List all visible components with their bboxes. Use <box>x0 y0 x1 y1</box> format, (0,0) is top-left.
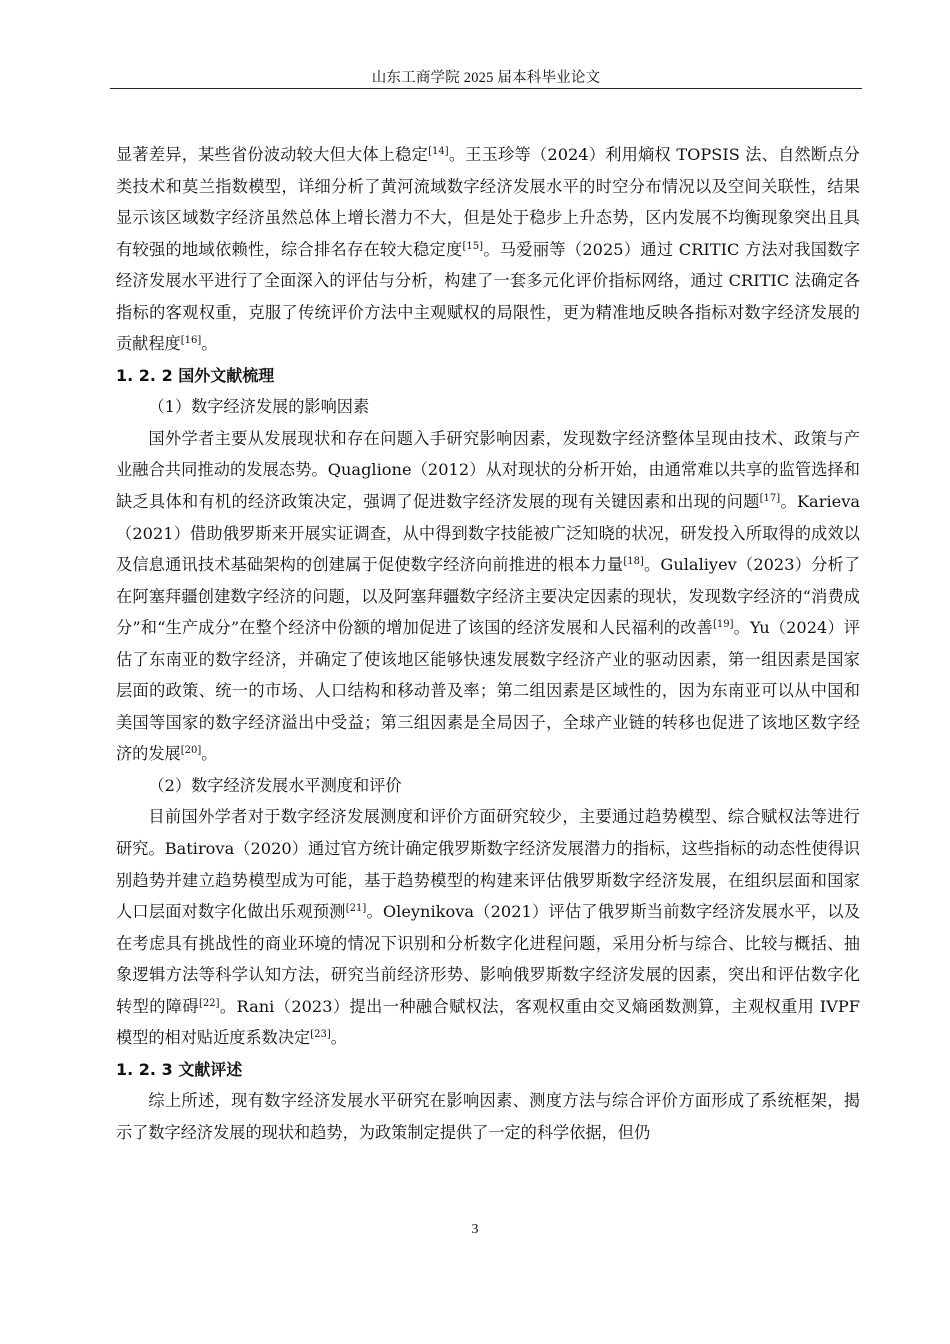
paragraph-text: 综上所述，现有数字经济发展水平研究在影响因素、测度方法与综合评价方面形成了系统框架，揭示了数字经济发展的现状和趋势，为政策制定提供了一定的科学依据，但仍 <box>116 1091 860 1142</box>
paragraph-foreign-measurement <box>116 801 860 1053</box>
citation-ref: [19] <box>712 619 734 631</box>
citation-ref: [22] <box>198 997 220 1009</box>
subsection-heading-influencing-factors: （1）数字经济发展的影响因素 <box>148 397 370 417</box>
paragraph-text: 。Rani（2023）提出一种融合赋权法，客观权重由交叉熵函数测算，主观权重用 IVPF 模型的相对贴近度系数决定 <box>116 996 860 1048</box>
paragraph-text: 。Gulaliyev（2023）分析了在阿塞拜疆创建数字经济的问题，以及阿塞拜疆数字经济主要决定因素的现状，发现数字经济的“消费成分”和“生产成分”在整个经济中份额的增加促进了该国的经济发展和人民福利的改善 <box>116 555 860 638</box>
paragraph-text: 。 <box>330 1028 347 1048</box>
paragraph-text: 。Yu（2024）评估了东南亚的数字经济，并确定了使该地区能够快速发展数字经济产业的驱动因素，第一组因素是国家层面的政策、统一的市场、人口结构和移动普及率；第二组因素是区域性的，因为东南亚可以从中国和美国等国家的数字经济溢出中受益；第三组因素是全局因子，全球产业链的转移也促进了该地区数字经济的发展 <box>116 618 860 764</box>
section-heading-1-2-2: 1. 2. 2 国外文献梳理 <box>116 365 275 385</box>
paragraph-text: 。Oleynikova（2021）评估了俄罗斯当前数字经济发展水平，以及在考虑具有挑战性的商业环境的情况下识别和分析数字化进程问题，采用分析与综合、比较与概括、抽象逻辑方法等科学认知方法，研究当前经济形势、影响俄罗斯数字经济发展的因素，突出和评估数字化转型的障碍 <box>116 902 860 1016</box>
page-number: 3 <box>471 1222 479 1237</box>
paragraph-text: 。 <box>201 744 218 764</box>
paragraph-foreign-influence <box>116 423 860 770</box>
paragraph-text: 。 <box>201 334 218 354</box>
paragraph-text: 国外学者主要从发展现状和存在问题入手研究影响因素，发现数字经济整体呈现由技术、政策与产业融合共同推动的发展态势。Quaglione（2012）从对现状的分析开始，由通常难以共享的监管选择和缺乏具体和有机的经济政策决定，强调了促进数字经济发展的现有关键因素和出现的问题 <box>116 428 860 512</box>
running-header: 山东工商学院 2025 届本科毕业论文 <box>371 70 601 86</box>
paragraph-text: 。王玉珍等（2024）利用熵权 TOPSIS 法、自然断点分类技术和莫兰指数模型，详细分析了黄河流域数字经济发展水平的时空分布情况以及空间关联性，结果显示该区域数字经济虽然总体上增长潜力不大，但是处于稳步上升态势，区内发展不均衡现象突出且具有较强的地域依赖性，综合排名存在较大稳定度 <box>116 145 860 259</box>
paragraph-text: 。马爱丽等（2025）通过 CRITIC 方法对我国数字经济发展水平进行了全面深入的评估与分析，构建了一套多元化评价指标网络，通过 CRITIC 法确定各指标的客观权重，克服了传统评价方法中主观赋权的局限性，更为精准地反映各指标对数字经济发展的贡献程度 <box>116 239 860 354</box>
body-text <box>116 139 860 1149</box>
citation-ref: [18] <box>623 556 644 568</box>
subsection-heading-measurement: （2）数字经济发展水平测度和评价 <box>148 775 402 795</box>
header-rule <box>110 88 862 89</box>
section-heading-1-2-3: 1. 2. 3 文献评述 <box>116 1059 243 1079</box>
citation-ref: [17] <box>759 493 781 505</box>
citation-ref: [15] <box>462 240 484 252</box>
citation-ref: [23] <box>310 1029 331 1041</box>
citation-ref: [16] <box>180 335 202 347</box>
citation-ref: [14] <box>428 146 449 157</box>
citation-ref: [20] <box>180 745 202 757</box>
paragraph-text: 显著差异，某些省份波动较大但大体上稳定 <box>116 145 429 164</box>
paragraph-continued <box>116 139 860 360</box>
paragraph-text: 目前国外学者对于数字经济发展测度和评价方面研究较少，主要通过趋势模型、综合赋权法等进行研究。Batirova（2020）通过官方统计确定俄罗斯数字经济发展潜力的指标，这些指标的动态性使得识别趋势并建立趋势模型成为可能，基于趋势模型的构建来评估俄罗斯数字经济发展，在组织层面和国家人口层面对数字化做出乐观预测 <box>116 807 860 922</box>
paragraph-text: 。Karieva（2021）借助俄罗斯来开展实证调查，从中得到数字技能被广泛知晓的状况，研发投入所取得的成效以及信息通讯技术基础架构的创建属于促使数字经济向前推进的根本力量 <box>116 492 860 575</box>
citation-ref: [21] <box>345 903 367 915</box>
paragraph-review <box>116 1085 860 1148</box>
